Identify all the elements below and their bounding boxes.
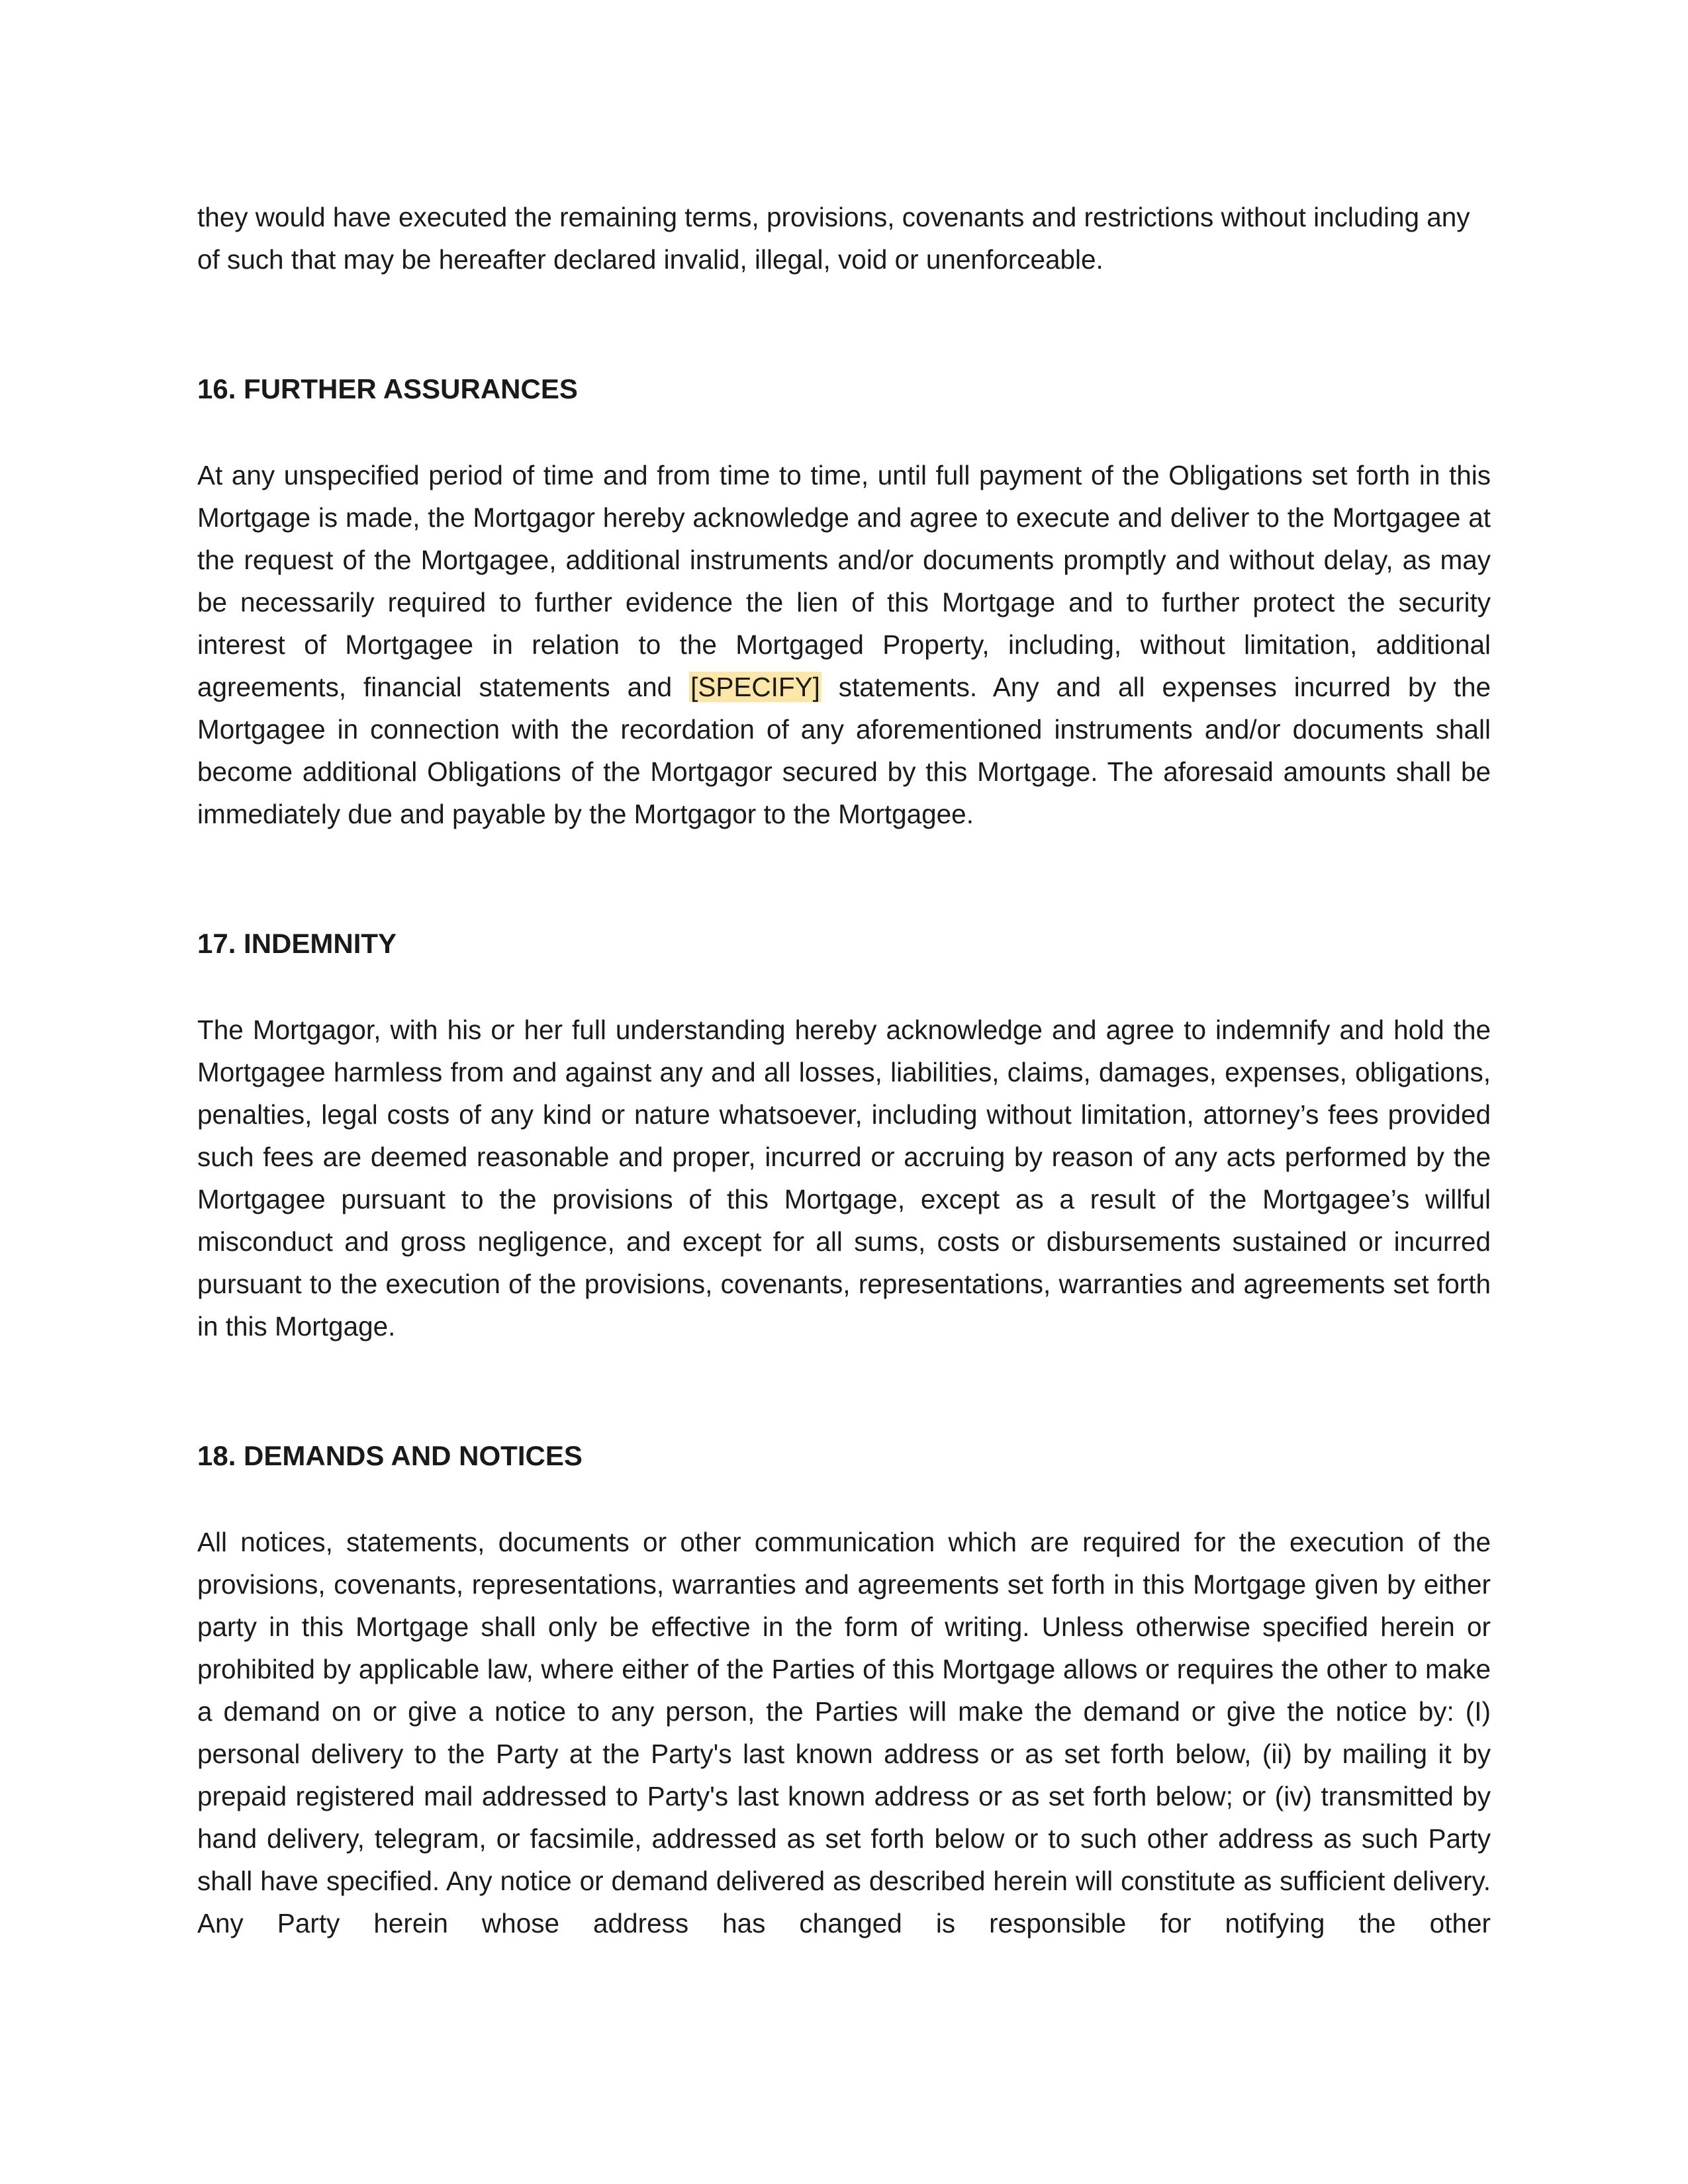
continuation-paragraph: they would have executed the remaining terms, provisions, covenants and restrictions without including any of such that may be hereafter declared invalid, illegal, void or unenforceable. [197, 202, 1470, 275]
body-text: statements. Any and all expenses incurred by the Mortgagee in connection with the recordation of any aforementioned instruments and/or documents shall become additional Obligations of the Mortgagor secured by this Mortgage. The aforesaid amounts shall be immediately due and payable by the Mortgagor to the Mortgagee. [197, 672, 1491, 829]
section-body-further-assurances [197, 454, 1491, 835]
section-spacer [197, 1347, 1491, 1435]
body-text: At any unspecified period of time and from time to time, until full payment of the Obligations set forth in this Mortgage is made, the Mortgagor hereby acknowledge and agree to execute and deliver to the Mortgagee at the request of the Mortgagee, additional instruments and/or documents promptly and without delay, as may be necessarily required to further evidence the lien of this Mortgage and to further protect the security interest of Mortgagee in relation to the Mortgaged Property, including, without limitation, additional agreements, financial statements and [197, 460, 1491, 702]
heading-spacer [197, 965, 1491, 1009]
section-heading-demands-and-notices: 18. DEMANDS AND NOTICES [197, 1440, 583, 1471]
section-spacer [197, 835, 1491, 923]
section-heading-indemnity: 17. INDEMNITY [197, 928, 397, 959]
document-body [197, 196, 1491, 1944]
heading-spacer [197, 410, 1491, 454]
section-body-indemnity: The Mortgagor, with his or her full understanding hereby acknowledge and agree to indemnify and hold the Mortgagee harmless from and against any and all losses, liabilities, claims, damages, expenses, obligations, penalties, legal costs of any kind or nature whatsoever, including without limitation, attorney’s fees provided such fees are deemed reasonable and proper, incurred or accruing by reason of any acts performed by the Mortgagee pursuant to the provisions of this Mortgage, except as a result of the Mortgagee’s willful misconduct and gross negligence, and except for all sums, costs or disbursements sustained or incurred pursuant to the execution of the provisions, covenants, representations, warranties and agreements set forth in this Mortgage. [197, 1015, 1491, 1342]
heading-spacer [197, 1477, 1491, 1521]
specify-placeholder-highlight[interactable]: [SPECIFY] [690, 672, 820, 702]
section-spacer [197, 281, 1491, 368]
section-heading-further-assurances: 16. FURTHER ASSURANCES [197, 373, 578, 404]
section-body-demands-and-notices: All notices, statements, documents or other communication which are required for the execution of the provisions, covenants, representations, warranties and agreements set forth in this Mortgage given by either party in this Mortgage shall only be effective in the form of writing. Unless otherwise specified herein or prohibited by applicable law, where either of the Parties of this Mortgage allows or requires the other to make a demand on or give a notice to any person, the Parties will make the demand or give the notice by: (I) personal delivery to the Party at the Party's last known address or as set forth below, (ii) by mailing it by prepaid registered mail addressed to Party's last known address or as set forth below; or (iv) transmitted by hand delivery, telegram, or facsimile, addressed as set forth below or to such other address as such Party shall have specified. Any notice or demand delivered as described herein will constitute as sufficient delivery. Any Party herein whose address has changed is responsible for notifying the other [197, 1527, 1491, 1938]
